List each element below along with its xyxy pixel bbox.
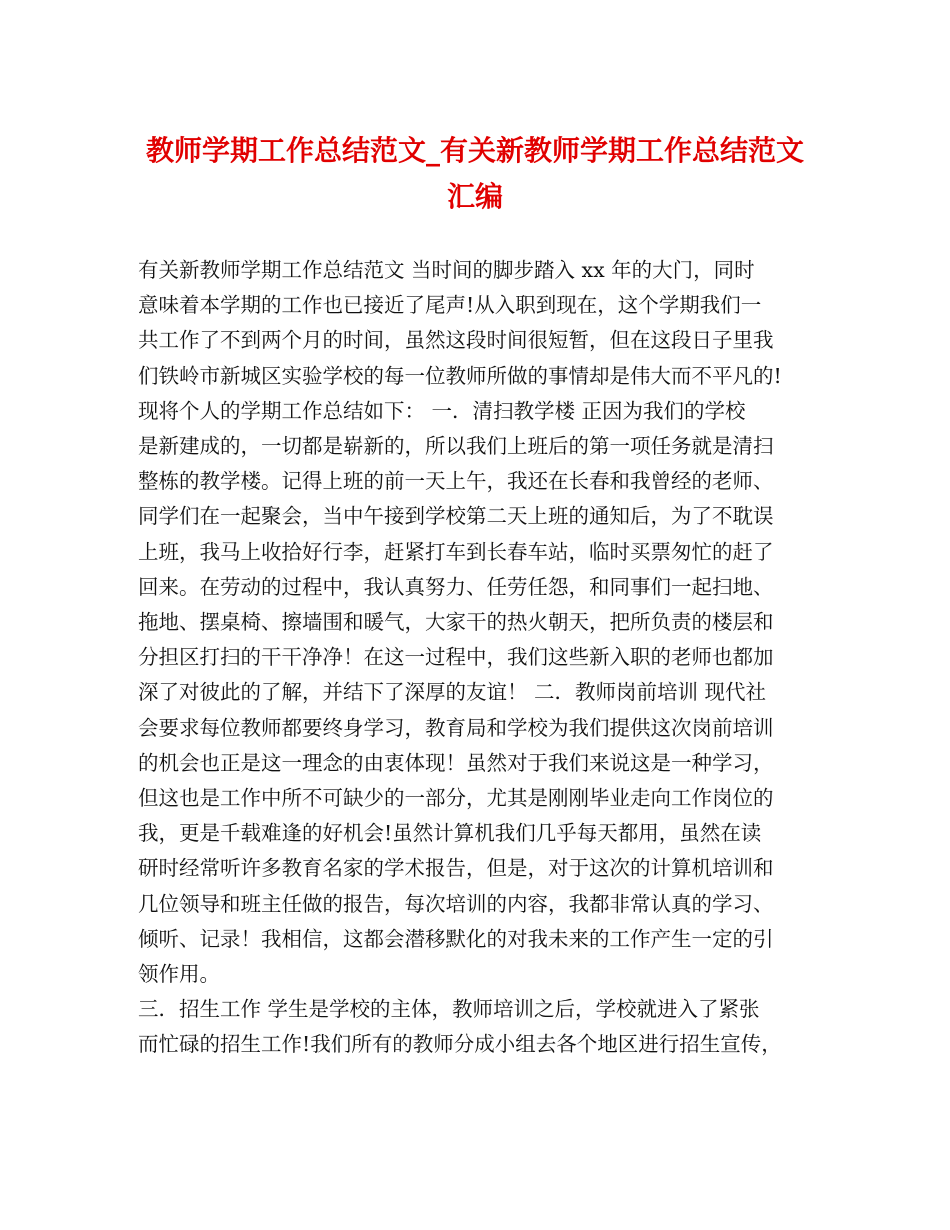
body-line: 几位领导和班主任做的报告，每次培训的内容，我都非常认真的学习、: [138, 891, 774, 916]
body-line: 回来。在劳动的过程中，我认真努力、任劳任怨，和同事们一起扫地、: [138, 574, 774, 599]
body-line: 意味着本学期的工作也已接近了尾声!从入职到现在，这个学期我们一: [138, 293, 762, 318]
title-line-2: 汇编: [446, 180, 503, 213]
body-line: 倾听、记录！我相信，这都会潜移默化的对我未来的工作产生一定的引: [138, 926, 774, 951]
body-line: 领作用。: [138, 962, 220, 987]
body-line: 现将个人的学期工作总结如下： 一．清扫教学楼 正因为我们的学校: [138, 398, 746, 423]
body-line: 的机会也正是这一理念的由衷体现！虽然对于我们来说这是一种学习，: [138, 750, 774, 775]
body-line: 而忙碌的招生工作!我们所有的教师分成小组去各个地区进行招生宣传，: [138, 1032, 782, 1057]
body-line: 拖地、摆桌椅、擦墙围和暖气，大家干的热火朝天，把所负责的楼层和: [138, 610, 774, 635]
body-line: 共工作了不到两个月的时间，虽然这段时间很短暂，但在这段日子里我: [138, 328, 774, 353]
document-body: [138, 253, 828, 1063]
body-line: 上班，我马上收拾好行李，赶紧打车到长春车站，临时买票匆忙的赶了: [138, 539, 774, 564]
body-line: 是新建成的，一切都是崭新的，所以我们上班后的第一项任务就是清扫: [138, 434, 774, 459]
body-line: 同学们在一起聚会，当中午接到学校第二天上班的通知后，为了不耽误: [138, 504, 774, 529]
body-line: 我，更是千载难逢的好机会!虽然计算机我们几乎每天都用，虽然在读: [138, 821, 762, 846]
body-line: 整栋的教学楼。记得上班的前一天上午，我还在长春和我曾经的老师、: [138, 469, 774, 494]
document-title: [120, 128, 830, 220]
body-line: 有关新教师学期工作总结范文 当时间的脚步踏入 xx 年的大门，同时: [138, 258, 755, 282]
body-line: 三．招生工作 学生是学校的主体，教师培训之后，学校就进入了紧张: [138, 997, 760, 1022]
body-line: 分担区打扫的干干净净！在这一过程中，我们这些新入职的老师也都加: [138, 645, 774, 670]
body-line: 研时经常听许多教育名家的学术报告，但是，对于这次的计算机培训和: [138, 856, 774, 881]
body-line: 们铁岭市新城区实验学校的每一位教师所做的事情却是伟大而不平凡的!: [138, 363, 782, 388]
title-line-1: 教师学期工作总结范文_有关新教师学期工作总结范文: [145, 134, 804, 167]
body-line: 深了对彼此的了解，并结下了深厚的友谊！ 二．教师岗前培训 现代社: [138, 680, 767, 705]
body-line: 会要求每位教师都要终身学习，教育局和学校为我们提供这次岗前培训: [138, 715, 774, 740]
body-line: 但这也是工作中所不可缺少的一部分，尤其是刚刚毕业走向工作岗位的: [138, 786, 774, 811]
